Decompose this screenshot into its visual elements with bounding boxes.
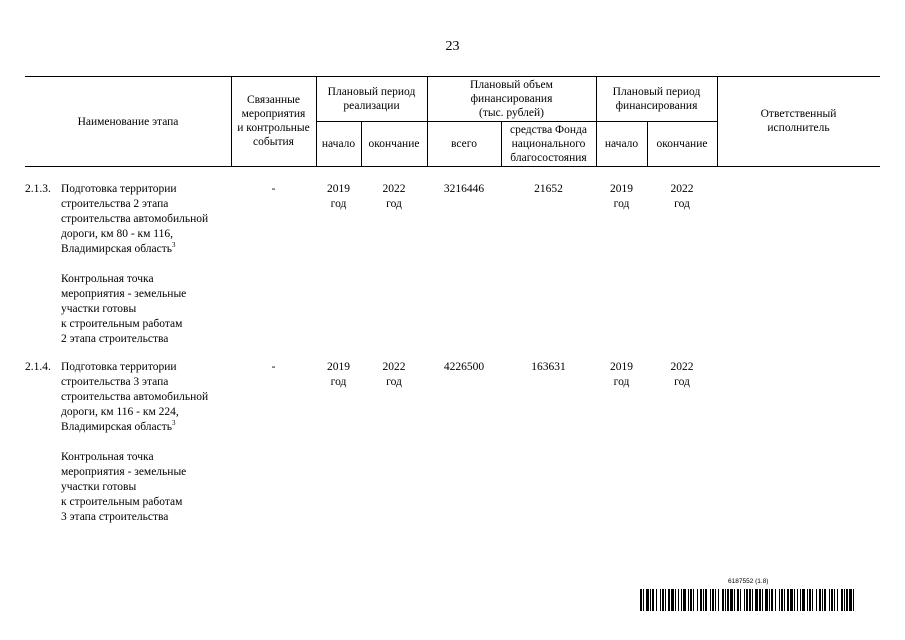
- checkpoint-text: Контрольная точка мероприятия - земельные участки готовы к строительным работам 3 этапа строительства: [61, 451, 187, 523]
- table-top-rule: [25, 76, 880, 77]
- fin-start-value: 2019 год: [610, 183, 633, 210]
- funding-nwf-value: 163631: [531, 361, 566, 373]
- header-funding-period: Плановый период финансирования: [612, 86, 701, 112]
- impl-start-value: 2019 год: [327, 361, 350, 388]
- stage-name: Подготовка территории строительства 2 этапа строительства автомобильной дороги, км 80 - км 116, Владимирская область$^3$: [61, 183, 209, 255]
- fin-start-value: 2019 год: [610, 361, 633, 388]
- header-responsible: Ответственный исполнитель: [760, 108, 837, 134]
- header-impl-end: окончание: [368, 138, 420, 150]
- related-events-value: -: [271, 361, 276, 373]
- fin-end-value: 2022 год: [670, 361, 694, 388]
- footnote-marker: 3: [172, 241, 176, 250]
- header-impl-period: Плановый период реализации: [327, 86, 416, 112]
- barcode-text: 6187552 (1.8): [728, 578, 769, 585]
- funding-nwf-value: 21652: [534, 183, 563, 195]
- header-impl-start: начало: [321, 138, 356, 150]
- header-funding-nwf: средства Фонда национального благосостояния: [510, 124, 587, 164]
- fin-end-value: 2022 год: [670, 183, 694, 210]
- funding-total-value: 4226500: [443, 361, 485, 373]
- stage-name: Подготовка территории строительства 3 этапа строительства автомобильной дороги, км 116 - км 224, Владимирская область$^3$: [61, 361, 209, 433]
- table-header-bottom-rule: [25, 166, 880, 167]
- header-funding-total: всего: [451, 138, 477, 150]
- subheader-rule: [316, 121, 718, 122]
- barcode-image: [640, 589, 856, 611]
- header-funding-end: окончание: [656, 138, 708, 150]
- funding-total-value: 3216446: [443, 183, 485, 195]
- row-number: 2.1.4.: [25, 361, 51, 373]
- related-events-value: -: [271, 183, 276, 195]
- footnote-marker: 3: [172, 419, 176, 428]
- header-related-events: Связанные мероприятия и контрольные события: [237, 94, 310, 148]
- impl-start-value: 2019 год: [327, 183, 350, 210]
- header-stage-name: Наименование этапа: [77, 116, 179, 128]
- checkpoint-text: Контрольная точка мероприятия - земельные участки готовы к строительным работам 2 этапа строительства: [61, 273, 187, 345]
- page-number: 23: [445, 39, 460, 54]
- impl-end-value: 2022 год: [382, 361, 406, 388]
- header-funding-start: начало: [604, 138, 639, 150]
- row-number: 2.1.3.: [25, 183, 51, 195]
- header-funding-volume: Плановый объем финансирования (тыс. рублей): [470, 79, 553, 119]
- impl-end-value: 2022 год: [382, 183, 406, 210]
